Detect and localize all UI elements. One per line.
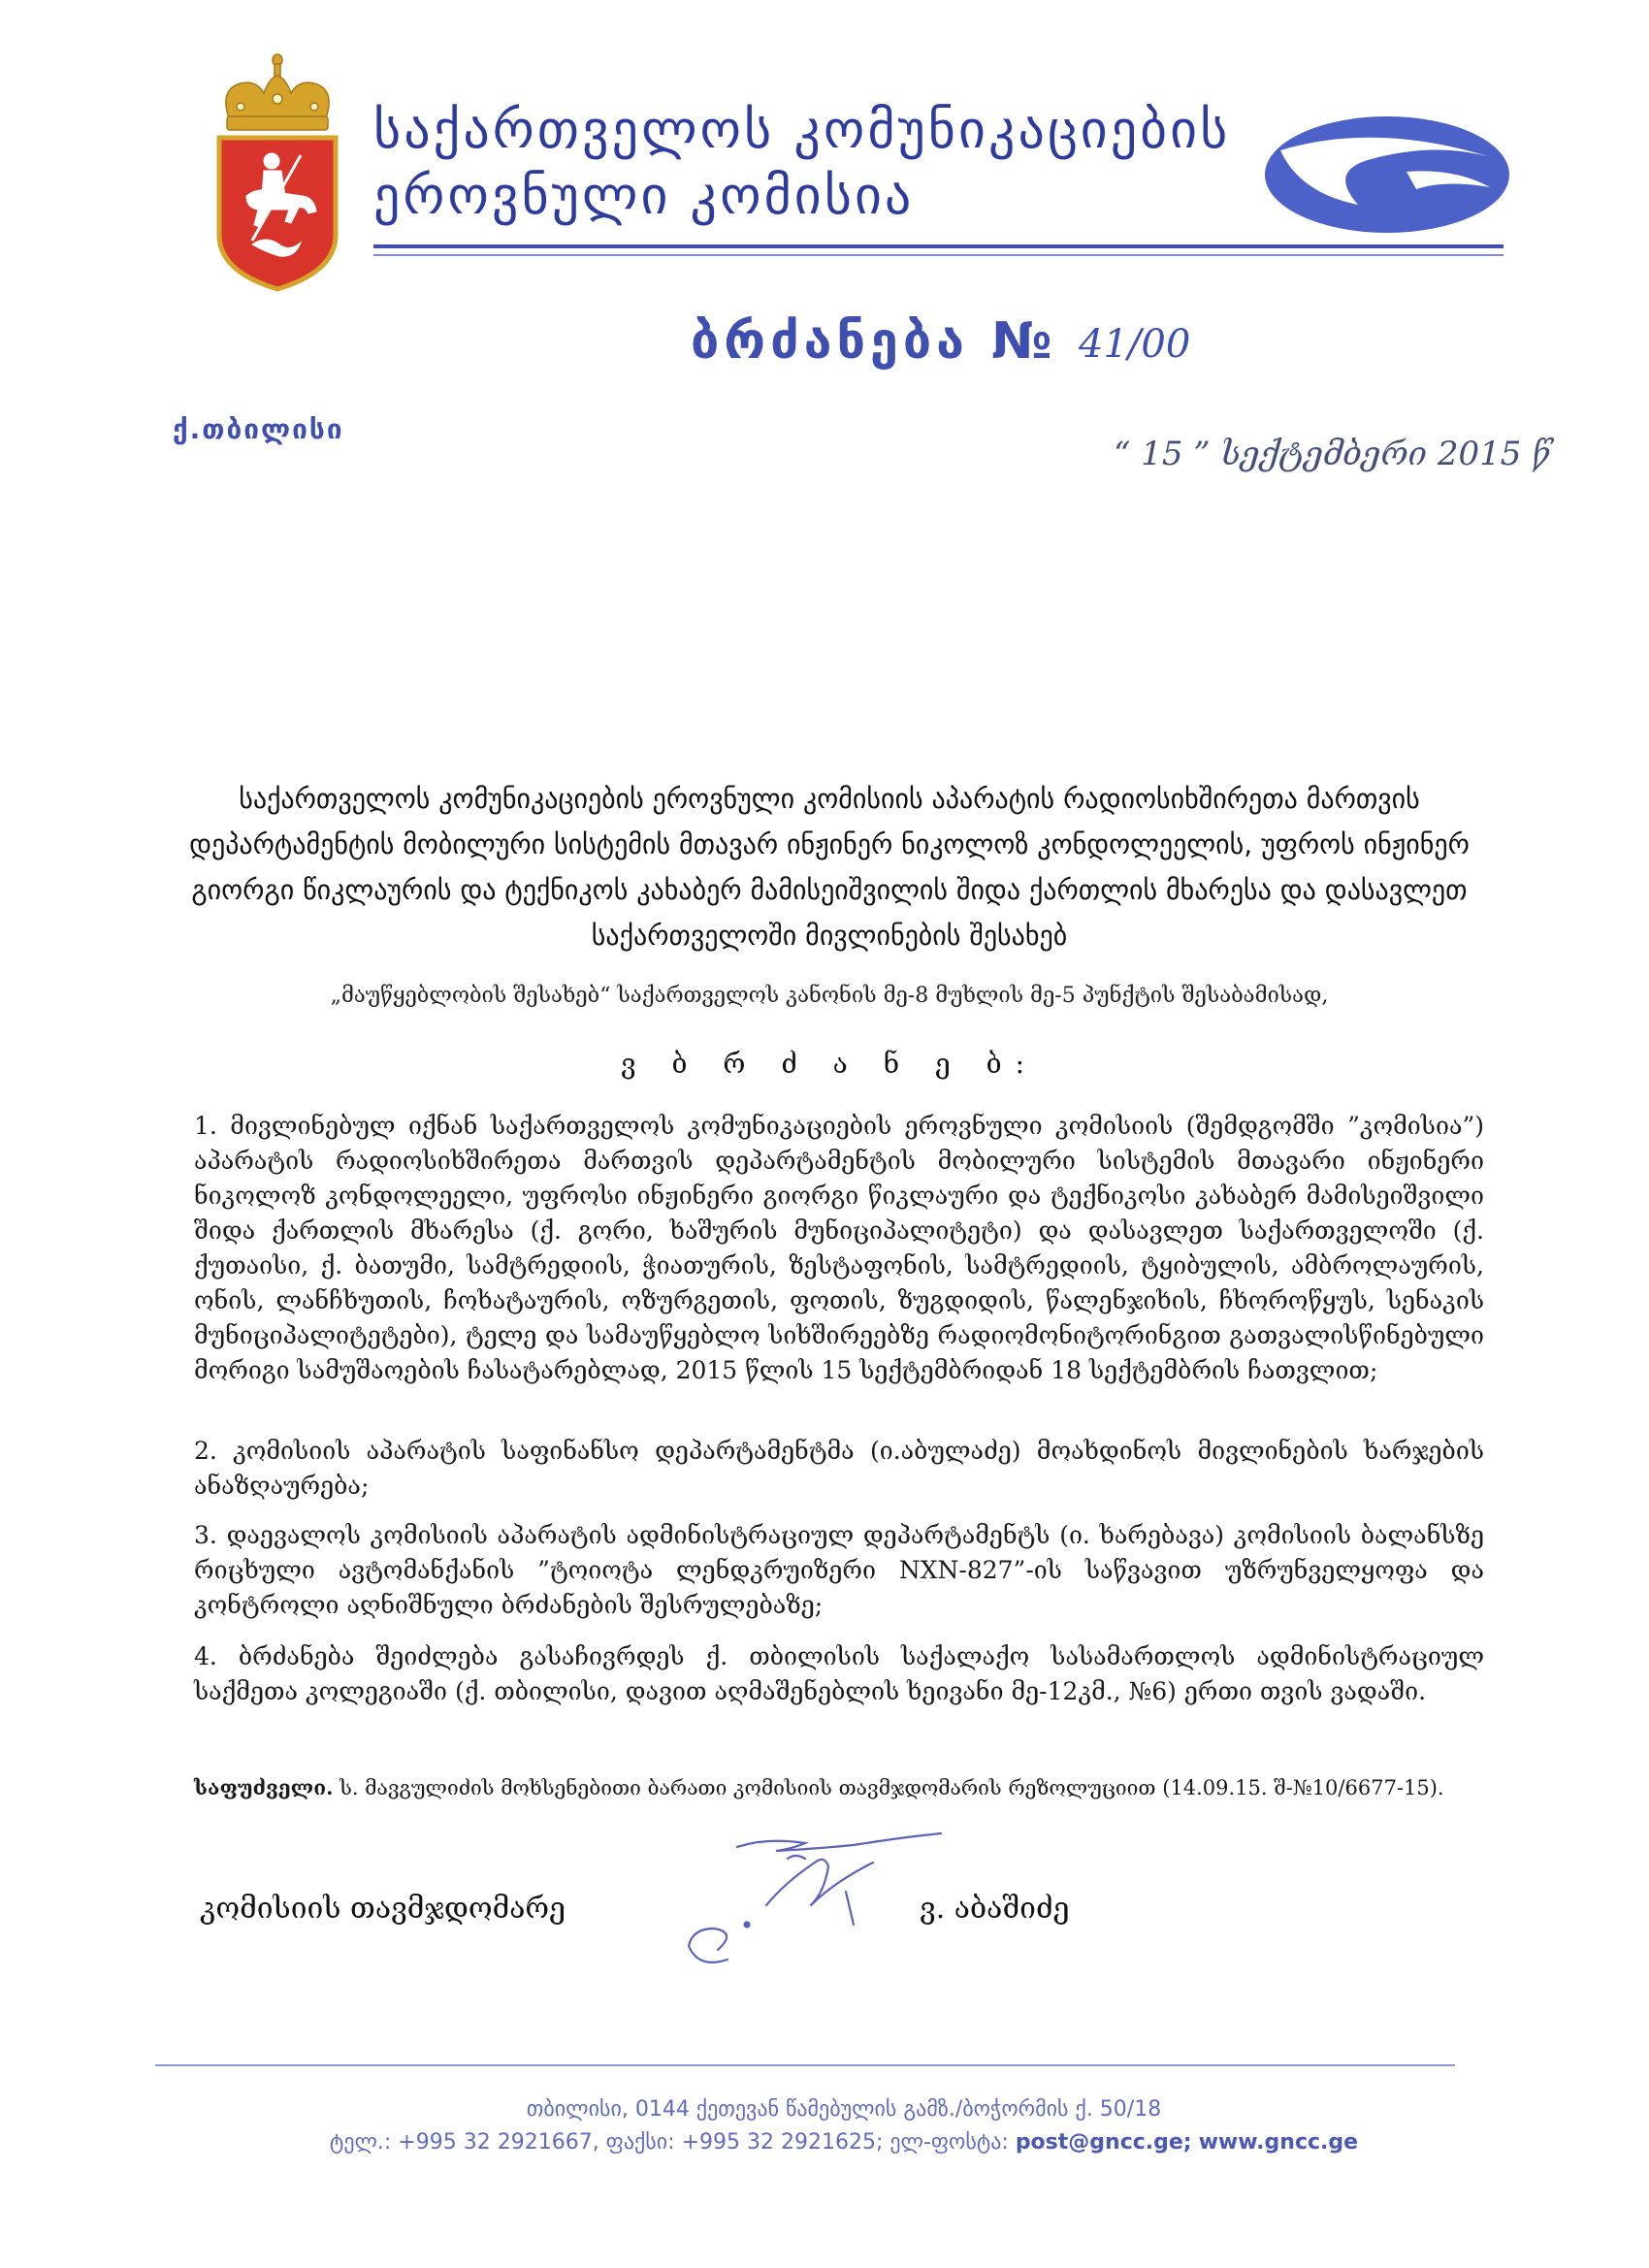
order-number: 41/00: [1079, 322, 1191, 367]
order-subject: საქართველოს კომუნიკაციების ეროვნული კომისიის აპარატის რადიოსიხშირეთა მართვის დეპარტამენტის მობილური სისტემის მთავარ ინჟინერ ნიკოლოზ კონდოლეელის, უფროს ინჟინერ გიორგი წიკლაურის და ტექნიკოს კახაბერ მამისეიშვილის შიდა ქართლის მხარესა და დასავლეთ საქართველოში მივლინების შესახებ: [189, 783, 1470, 952]
coat-of-arms-icon: [208, 50, 347, 293]
foundation-label: საფუძველი.: [194, 1775, 334, 1799]
order-item-2: 2. კომისიის აპარატის საფინანსო დეპარტამენტმა (ი.აბულაძე) მოახდინოს მივლინების ხარჯების ანაზღაურება;: [194, 1437, 1484, 1500]
organization-name-line1: საქართველოს კომუნიკაციების: [373, 99, 1231, 160]
footer-phone-fax: ტელ.: +995 32 2921667, ფაქსი: +995 32 2921625; ელ-ფოსტა:: [329, 2130, 1009, 2155]
footer-contacts: [175, 2130, 1513, 2155]
city-label: ქ.თბილისი: [173, 413, 344, 445]
foundation-note: [194, 1775, 1484, 1799]
order-item-1: 1. მივლინებულ იქნან საქართველოს კომუნიკაციების ეროვნული კომისიის (შემდგომში ”კომისია”) აპარატის რადიოსიხშირეთა მართვის დეპარტამენტის მობილური სისტემის მთავარი ინჟინერი ნიკოლოზ კონდოლეელი, უფროსი ინჟინერი გიორგი წიკლაური და ტექნიკოსი კახაბერ მამისეიშვილი შიდა ქართლის მხარესა (ქ. გორი, ხაშურის მუნიციპალიტეტი) და დასავლეთ საქართველოში (ქ. ქუთაისი, ქ. ბათუმი, სამტრედიის, ჭიათურის, ზესტაფონის, სამტრედიის, ტყიბულის, ამბროლაურის, ონის, ლანჩხუთის, ჩოხატაურის, ოზურგეთის, ფოთის, ზუგდიდის, წალენჯიხის, ჩხოროწყუს, სენაკის მუნიციპალიტეტები), ტელე და სამაუწყებლო სიხშირეებზე რადიომონიტორინგით გათვალისწინებული მორიგი სამუშაოების ჩასატარებლად, 2015 წლის 15 სექტემბრიდან 18 სექტემბრის ჩათვლით;: [194, 1112, 1484, 1384]
footer-email-link[interactable]: post@gncc.ge;: [1015, 2130, 1192, 2155]
foundation-text: ს. მავგულიძის მოხსენებითი ბარათი კომისიის თავმჯდომარის რეზოლუციით (14.09.15. შ-№10/6677-15).: [340, 1776, 1444, 1799]
footer-divider: [155, 2064, 1455, 2066]
legal-basis: „მაუწყებლობის შესახებ“ საქართველოს კანონის მე-8 მუხლის მე-5 პუნქტის შესაბამისად,: [330, 984, 1329, 1008]
order-title: ბრძანება №: [691, 312, 1057, 371]
footer-website-link[interactable]: www.gncc.ge: [1198, 2130, 1359, 2155]
signatory-name: ვ. აბაშიძე: [920, 1892, 1070, 1926]
commission-logo-icon: [1261, 112, 1513, 238]
signatory-title: კომისიის თავმჯდომარე: [200, 1892, 566, 1926]
order-item-3: 3. დაევალოს კომისიის აპარატის ადმინისტრაციულ დეპარტამენტს (ი. ხარებავა) კომისიის ბალანსზე რიცხული ავტომანქანის ”ტოიოტა ლენდკრუიზერი NXN-827”-ის საწვავით უზრუნველყოფა და კონტროლი აღნიშნული ბრძანების შესრულებაზე;: [194, 1521, 1484, 1619]
header-divider-thin: [373, 254, 1504, 256]
organization-name-line2: ეროვნული კომისია: [373, 165, 915, 226]
decree-heading: ვ ბ რ ძ ა ნ ე ბ:: [620, 1048, 1039, 1080]
order-date: “ 15 ” სექტემბერი 2015 წ: [1114, 435, 1551, 473]
header-divider: [373, 244, 1504, 248]
order-item-4: 4. ბრძანება შეიძლება გასაჩივრდეს ქ. თბილისის საქალაქო სასამართლოს ადმინისტრაციულ საქმეთა კოლეგიაში (ქ. თბილისი, დავით აღმაშენებლის ხეივანი მე-12კმ., №6) ერთი თვის ვადაში.: [194, 1642, 1484, 1705]
footer-address: თბილისი, 0144 ქეთევან წამებულის გამზ./ბოჭორმის ქ. 50/18: [526, 2097, 1162, 2122]
organization-name: [373, 97, 1230, 229]
